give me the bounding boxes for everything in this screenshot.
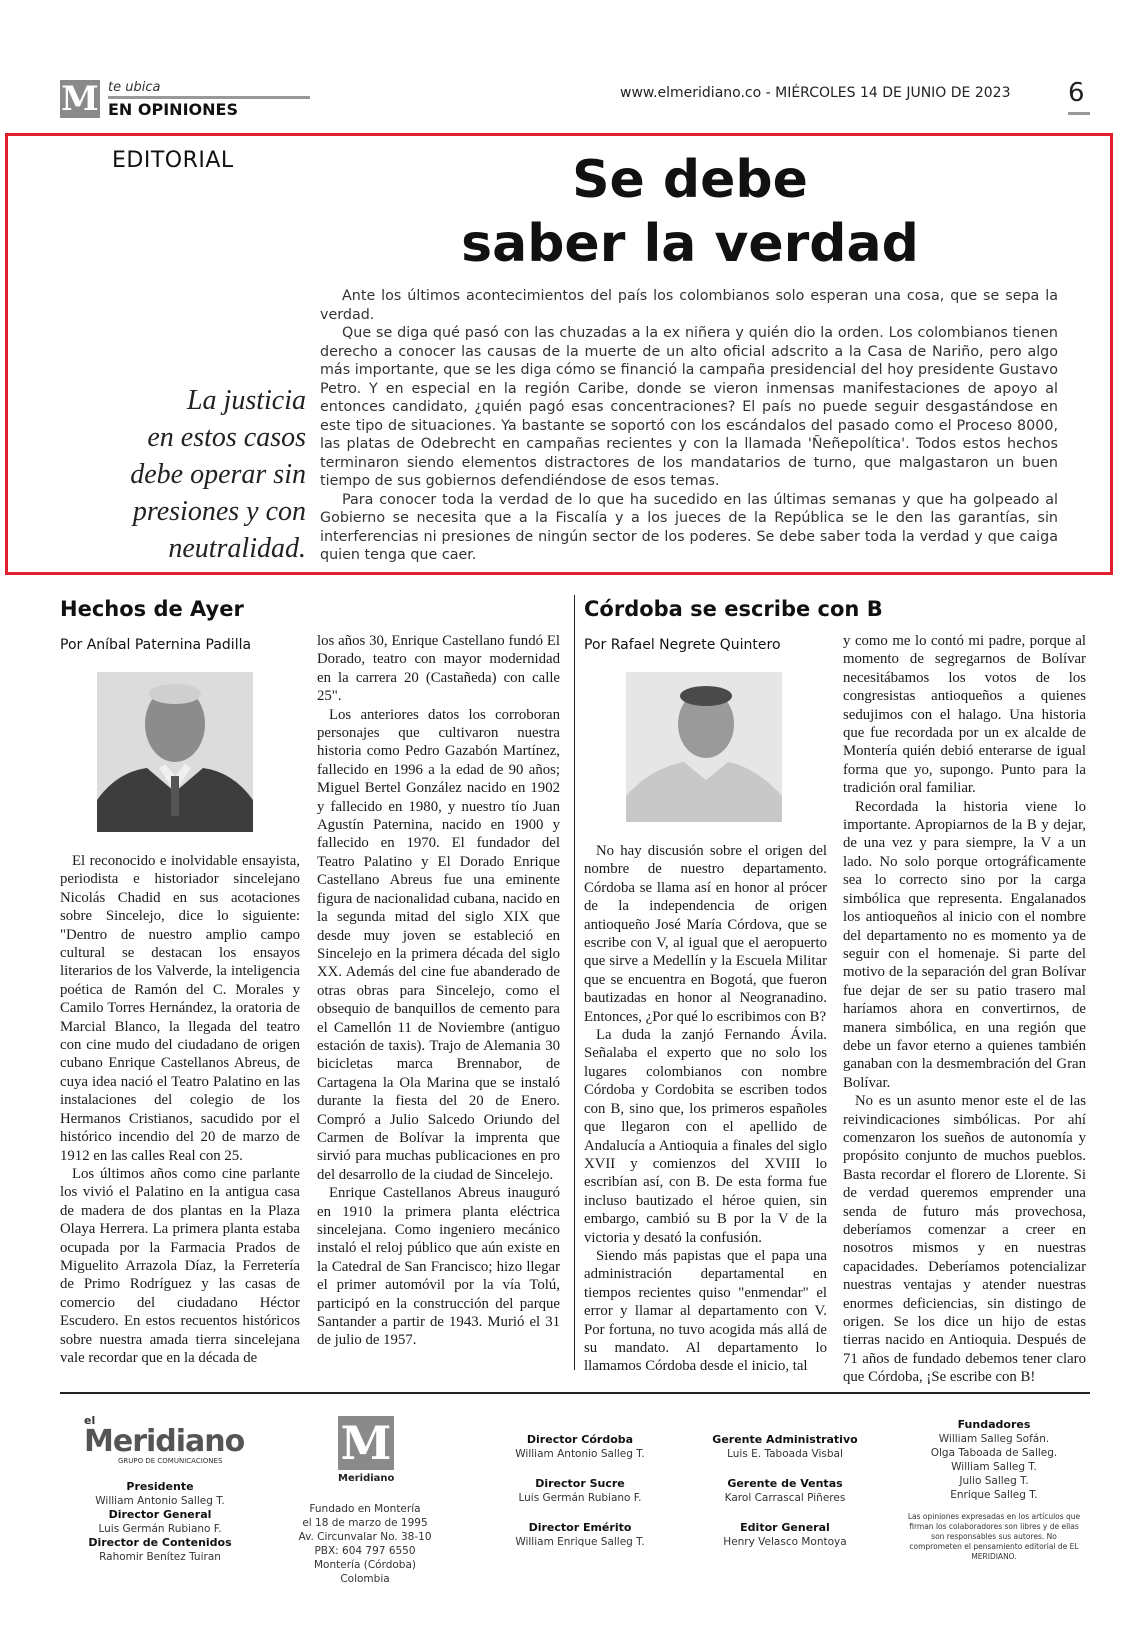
footer-founders — [904, 1418, 1084, 1502]
site-and-date: www.elmeridiano.co - MIÉRCOLES 14 DE JUNIO DE 2023 — [620, 85, 1011, 101]
founder-name: Julio Salleg T. — [959, 1475, 1029, 1487]
page-number-rule — [1068, 112, 1090, 115]
editorial-body — [320, 287, 1058, 565]
meridiano-logo: M — [61, 79, 99, 119]
article-paragraph: No hay discusión sobre el origen del nombre de nuestro departamento. Córdoba se llama así en honor al prócer de la independencia de origen antioqueño José María Córdova, que se escribe con V, al igual que el aeropuerto que sirve a Medellín y la Escuela Militar que se encuentra en Bogotá, que fueron bautizadas en honor al Neogranadino. Entonces, ¿Por qué lo escribimos con B? — [584, 843, 827, 1025]
staff-name: Luis E. Taboada Visbal — [727, 1448, 843, 1460]
footer-disclaimer: Las opiniones expresadas en los artículos que firman los colaboradores son libres y de ellas son responsables sus autores. No comprometen el pensamiento editorial de EL MERIDIANO. — [907, 1512, 1081, 1561]
staff-name: William Enrique Salleg T. — [515, 1536, 645, 1548]
right-article-byline: Por Rafael Negrete Quintero — [584, 637, 781, 653]
left-article-byline: Por Aníbal Paternina Padilla — [60, 637, 252, 653]
pull-quote-line: en estos casos — [147, 422, 306, 453]
left-article-text-col1 — [60, 852, 300, 1367]
pull-quote-line: neutralidad. — [168, 533, 306, 564]
pull-quote-line: La justicia — [186, 385, 306, 416]
header-tagline: te ubica — [108, 80, 161, 95]
staff-name: Luis Germán Rubiano F. — [518, 1492, 642, 1504]
staff-name: Luis Germán Rubiano F. — [98, 1523, 222, 1535]
staff-role: Director General — [108, 1508, 212, 1521]
author-photo-right — [626, 672, 782, 822]
footer-m-logo: M — [338, 1416, 394, 1470]
staff-role: Editor General — [740, 1521, 830, 1534]
right-article-title: Córdoba se escribe con B — [584, 597, 883, 621]
left-article-text-col2 — [317, 632, 560, 1350]
editorial-paragraph: Para conocer toda la verdad de lo que ha sucedido en las últimas semanas y que ha golpeado al Gobierno se necesita que a la Fiscalía y a los jueces de la República se le den las garantías, sin interferencias ni presiones de ningún sector de los poderes. Se debe saber toda la verdad y que caiga quien tenga que caer. — [320, 491, 1058, 563]
article-paragraph: Los últimos años como cine parlante los vivió el Palatino en la antigua casa de madera de dos plantas en la Plaza Olaya Herrera. La primera planta estaba ocupada por la Farmacia Prados de Miguelito Arrazola Díaz, la Ferretería de Primo Rodríguez y las casas de comercio del ciudadano Héctor Escudero. En estos recuentos históricos sobre nuestra amada tierra sincelejana vale recordar que en la década de — [60, 1165, 300, 1366]
founded-line: Fundado en Montería — [309, 1503, 421, 1515]
author-photo-left — [97, 672, 253, 832]
page-number: 6 — [1068, 78, 1085, 108]
footer-staff-col1 — [80, 1480, 240, 1564]
founded-line: el 18 de marzo de 1995 — [302, 1517, 428, 1529]
founder-name: Olga Taboada de Salleg. — [930, 1447, 1058, 1459]
footer-logo-el: el — [84, 1414, 96, 1427]
editorial-title — [400, 148, 980, 276]
editorial-title-line: saber la verdad — [461, 214, 919, 274]
article-paragraph: No es un asunto menor este el de las reivindicaciones simbólicas. Por ahí comenzaron los sueños de autonomía y propósito conjunto de muchos pueblos. Basta recordar el florero de Llorente. Si de verdad queremos emprender una senda de futuro más provechosa, deberíamos comenzar a creer en nosotros mismos y en nuestras capacidades. Deberíamos potencializar nuestras ventajas y atender nuestras enormes deficiencias, sin distingo de origen. Se los dice un hijo de estas tierras nacido en Antioquia. Después de 71 años de fundado debemos tener claro que Córdoba, ¡Se escribe con B! — [843, 1093, 1086, 1386]
article-paragraph: Recordada la historia viene lo importante. Apropiarnos de la B y dejar, de una vez y para siempre, la V a un lado. No solo porque ortográficamente sea lo correcto sino por la carga simbólica que representa. Engalanados los antioqueños al inicio con el nombre del departamento no es momento ya de seguir con el homenaje. Si parte del motivo de la separación del gran Bolívar fue dejar de ser su patio trasero mal haríamos ahora en convertirnos, de manera simbólica, en una región que debe un favor eterno a quienes también ganaban con la desmembración del Gran Bolívar. — [843, 798, 1086, 1091]
person-silhouette-icon — [626, 672, 782, 822]
editorial-paragraph: Ante los últimos acontecimientos del país los colombianos solo esperan una cosa, que se sepa la verdad. — [320, 288, 1058, 323]
pull-quote — [110, 382, 306, 567]
staff-role: Director Sucre — [535, 1477, 625, 1490]
footer-logo-wordmark: Meridiano — [84, 1424, 245, 1459]
founders-title: Fundadores — [957, 1418, 1031, 1431]
founder-name: William Salleg Sofán. — [938, 1433, 1050, 1445]
article-paragraph: y como me lo contó mi padre, porque al momento de segregarnos de Bolívar necesitábamos los votos de los congresistas antioqueños a quienes sedujimos con el halago. Una historia que fue recordada por un ex alcalde de Montería quién debió enterarse de igual forma que yo, supongo. Punto para la tradición oral familiar. — [843, 633, 1086, 797]
staff-name: William Antonio Salleg T. — [95, 1495, 225, 1507]
founded-line: PBX: 604 797 6550 — [314, 1545, 416, 1557]
staff-role: Director Córdoba — [526, 1433, 634, 1446]
staff-role: Director Emérito — [528, 1521, 632, 1534]
article-paragraph: Los anteriores datos los corroboran personajes que cultivaron nuestra historia como Pedro Gazabón Martínez, fallecido en 1996 a la edad de 90 años; Miguel Bertel González nacido en 1902 y fallecido en 1980, y nuestro tío Juan Agustín Paternina, nacido en 1900 y fallecido en 1970. El fundador del Teatro Palatino y El Dorado Enrique Castellano Abreus fue una eminente figura de nacionalidad cubana, nacido en la segunda mitad del siglo XIX que desde muy joven se estableció en Sincelejo en la primera década del siglo XX. Además del cine fue abanderado de otras obras para Sincelejo, como el obsequio de banquillos de cemento para el Camellón 11 de Noviembre (antiguo estación de taxis). Trajo de Alemania 30 bicicletas marca Brennabor, de Cartagena la Ola Marina que se instaló durante la fiesta del 20 de Enero. Compró a Julio Salcedo Oriundo del Carmen de Bolívar la imprenta que sirvió para muchas publicaciones en pro del desarrollo de la ciudad de Sincelejo. — [317, 706, 560, 1183]
article-paragraph: El reconocido e inolvidable ensayista, periodista e historiador sincelejano Nicolás Chadid en sus acotaciones sobre Sincelejo, dice lo siguiente: "Dentro de nuestro amplio campo cultural se destacan los ensayos literarios de los Valverde, la inteligencia poética de Ramón del C. Morales y Camilo Torres Hernández, la oratoria de Marcial Blanco, la llegada del teatro con cine mudo del ciudadano de origen cubano Enrique Castellanos Abreus, de cuya idea nació el Teatro Palatino en las instalaciones del colegio de los Hermanos Cristianos, sacudido por el histórico incendio del 20 de marzo de 1912 en las calles Real con 25. — [60, 853, 300, 1164]
footer-founded-info — [290, 1502, 440, 1586]
pull-quote-line: presiones y con — [132, 496, 306, 527]
staff-role: Gerente de Ventas — [727, 1477, 843, 1490]
staff-name: Henry Velasco Montoya — [723, 1536, 847, 1548]
article-paragraph: los años 30, Enrique Castellano fundó El Dorado, teatro con mayor modernidad en la carrera 20 (Castañeda) con calle 25". — [317, 633, 560, 705]
staff-name: Rahomir Benítez Tuiran — [99, 1551, 221, 1563]
footer-m-wordmark: Meridiano — [338, 1473, 395, 1484]
staff-role: Presidente — [126, 1480, 194, 1493]
left-article-title: Hechos de Ayer — [60, 597, 244, 621]
person-silhouette-icon — [97, 672, 253, 832]
founder-name: Enrique Salleg T. — [950, 1489, 1038, 1501]
staff-name: Karol Carrascal Piñeres — [724, 1492, 846, 1504]
header-rule — [108, 96, 310, 99]
article-paragraph: La duda la zanjó Fernando Ávila. Señalaba el experto que no solo los lugares colombianos con nombre Córdoba y Cordobita se escriben todos con B, sino que, los primeros españoles que llegaron con el apellido de Andalucía a Antioquia a finales del siglo XVII y comienzos del XVIII lo escribían así, con B. De esta forma fue incluso bautizado el héroe quien, sin embargo, cambió su B por la V de la victoria y desató la confusión. — [584, 1027, 827, 1246]
footer-staff-col3 — [500, 1433, 660, 1549]
founder-name: William Salleg T. — [951, 1461, 1037, 1473]
editorial-paragraph: Que se diga qué pasó con las chuzadas a la ex niñera y quién dio la orden. Los colombianos tienen derecho a conocer las causas de la muerte de un alto oficial adscrito a la Casa de Nariño, pero algo más importante, que se les diga cómo se financió la campaña presidencial del hoy presidente Gustavo Petro. Y en especial en la región Caribe, donde se vieron inmensas manifestaciones de apoyo al entonces candidato, ¿quién pagó esas concentraciones? El país no puede seguir desgastándose en este tipo de situaciones. Ya bastante se soportó con los escándalos del pasado como el Proceso 8000, las platas de Odebrecht en campañas recientes y con la llamada 'Ñeñepolítica'. Todos estos hechos terminaron siendo elementos distractores de los mandatarios de turno, que malgastaron un buen tiempo de sus gobiernos defendiéndose de esos temas. — [320, 325, 1058, 489]
right-article-text-col2 — [843, 632, 1086, 1387]
section-name: EN OPINIONES — [108, 100, 238, 119]
article-paragraph: Siendo más papistas que el papa una administración departamental en tiempos recientes quiso "enmendar" el error y llamar al departamento con V. Por fortuna, no tuvo acogida más allá de su mandato. Al departamento lo llamamos Córdoba desde el inicio, tal — [584, 1247, 827, 1375]
footer-logo-group: GRUPO DE COMUNICACIONES — [118, 1457, 223, 1465]
founded-line: Av. Circunvalar No. 38-10 — [298, 1531, 432, 1543]
staff-role: Gerente Administrativo — [712, 1433, 858, 1446]
right-article-text-col1 — [584, 842, 827, 1376]
pull-quote-line: debe operar sin — [130, 459, 306, 490]
founded-line: Montería (Córdoba) Colombia — [314, 1559, 416, 1585]
staff-name: William Antonio Salleg T. — [515, 1448, 645, 1460]
article-paragraph: Enrique Castellanos Abreus inauguró en 1910 la primera planta eléctrica sincelejana. Como ingeniero mecánico instaló el reloj público que aún existe en la Catedral de San Francisco; hizo llegar el primer automóvil por la vía Tolú, participó en la construcción del parque Santander a partir de 1943. Murió el 31 de julio de 1957. — [317, 1185, 560, 1349]
editorial-title-line: Se debe — [572, 150, 808, 210]
staff-role: Director de Contenidos — [88, 1536, 232, 1549]
editorial-label: EDITORIAL — [112, 148, 234, 173]
footer-rule — [60, 1392, 1090, 1394]
footer-staff-col4 — [705, 1433, 865, 1549]
column-divider — [574, 595, 575, 1370]
